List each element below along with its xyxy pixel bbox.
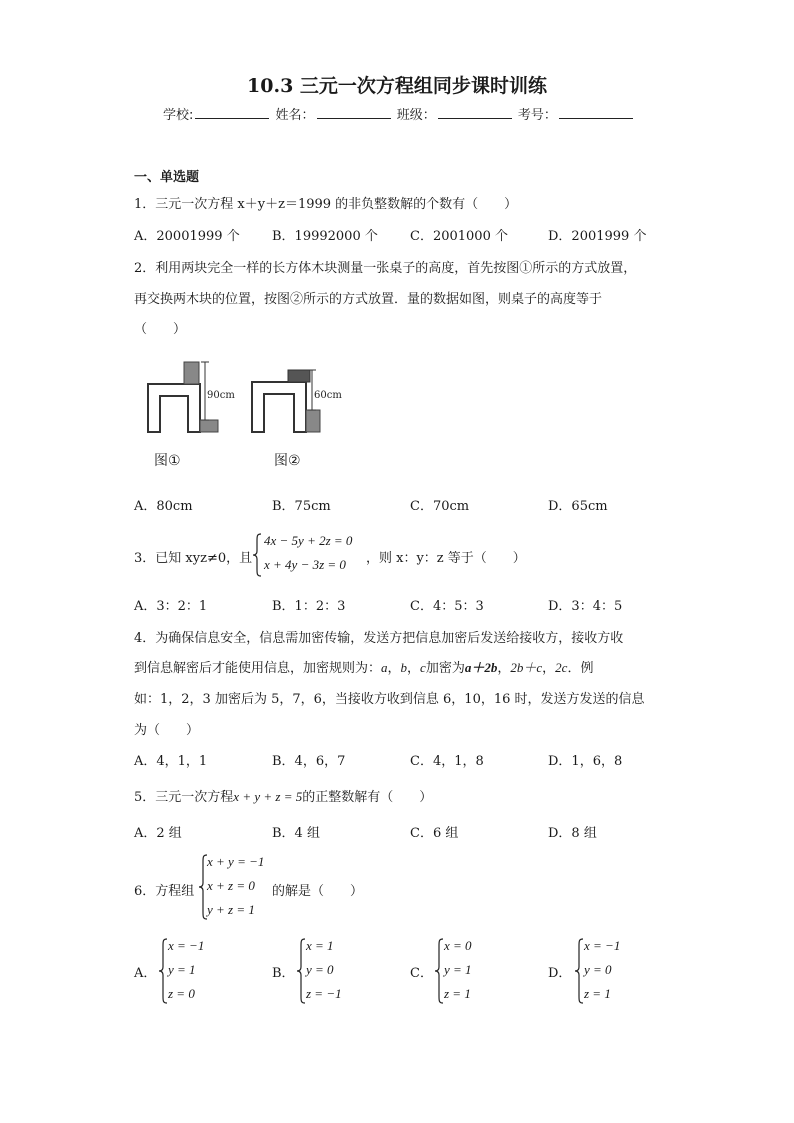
q6-option-b-label[interactable]: B．	[272, 966, 295, 981]
q6-option-d-label[interactable]: D．	[548, 966, 572, 981]
q4-var-b: b	[400, 660, 408, 675]
name-label: 姓名：	[275, 108, 315, 123]
question-number: 3．	[134, 551, 156, 566]
q3-equation-system	[252, 531, 370, 579]
question-text-before: 方程组	[155, 884, 195, 899]
left-brace-icon	[296, 938, 306, 1004]
school-label: 学校:	[163, 108, 194, 123]
left-brace-icon	[574, 938, 584, 1004]
question-text-line1: 为确保信息安全，信息需加密传输，发送方把信息加密后发送给接收方，接收方收	[155, 631, 624, 646]
q2-option-c[interactable]: C．70cm	[410, 499, 470, 514]
student-info-line	[163, 104, 635, 123]
q2-option-d[interactable]: D．65cm	[548, 499, 608, 514]
question-1	[134, 193, 517, 212]
q6-option-a-label[interactable]: A．	[134, 966, 157, 981]
question-2-line3: （ ）	[134, 322, 187, 337]
q1-option-d[interactable]: D．2001999 个	[548, 229, 647, 244]
exam-number-blank[interactable]	[559, 106, 633, 119]
figure-2-measure-label: 60cm	[314, 390, 342, 401]
question-4-line4: 为（ ）	[134, 723, 200, 738]
figure-2-table	[252, 382, 306, 432]
q6-b-y: y = 0	[306, 962, 334, 977]
q3-option-b[interactable]: B．1：2：3	[272, 599, 346, 614]
q6-c-x: x = 0	[444, 938, 472, 953]
q4-sep-2: ，	[407, 661, 421, 676]
q3-option-c[interactable]: C．4：5：3	[410, 599, 484, 614]
left-brace-icon	[434, 938, 444, 1004]
q4-enc-2: 2b＋c	[510, 660, 543, 675]
page-title: 10.3 三元一次方程组同步课时训练	[247, 75, 547, 97]
q5-equation: x + y + z = 5	[233, 789, 303, 804]
q1-option-c[interactable]: C．2001000 个	[410, 229, 508, 244]
q4-var-a: a	[381, 660, 388, 675]
question-number: 1．	[134, 197, 156, 212]
class-blank[interactable]	[438, 106, 512, 119]
q4-option-b[interactable]: B．4，6，7	[272, 754, 346, 769]
q4-sep-1: ，	[387, 661, 401, 676]
figure-2-caption: 图②	[274, 453, 301, 469]
q4-option-a[interactable]: A．4，1，1	[134, 754, 208, 769]
left-brace-icon	[158, 938, 168, 1004]
exam-number-label: 考号：	[517, 108, 557, 123]
q6-b-z: z = −1	[306, 986, 342, 1001]
q6-a-x: x = −1	[168, 938, 205, 953]
figure-1-block-top	[184, 362, 199, 384]
table-measure-figure	[140, 358, 370, 478]
q6-option-c-label[interactable]: C．	[410, 966, 433, 981]
q3-option-d[interactable]: D．3：4：5	[548, 599, 623, 614]
q6-option-d[interactable]	[574, 936, 644, 1006]
question-number: 6．	[134, 884, 156, 899]
figure-1-measure-label: 90cm	[207, 390, 235, 401]
class-label: 班级：	[396, 108, 436, 123]
left-brace-icon	[252, 533, 262, 577]
q3-option-a[interactable]: A．3：2：1	[134, 599, 208, 614]
q4-option-c[interactable]: C．4，1，8	[410, 754, 484, 769]
question-2-line2: 再交换两木块的位置，按图②所示的方式放置．量的数据如图，则桌子的高度等于	[134, 292, 603, 307]
question-number: 4．	[134, 631, 156, 646]
q4-enc-1: a＋2b	[464, 660, 498, 675]
q6-option-a[interactable]	[158, 936, 228, 1006]
question-text: 三元一次方程 x＋y＋z＝1999 的非负整数解的个数有（ ）	[155, 197, 518, 212]
q6-a-z: z = 0	[168, 986, 195, 1001]
q2-option-b[interactable]: B．75cm	[272, 499, 331, 514]
q4-option-d[interactable]: D．1，6，8	[548, 754, 623, 769]
section-heading: 一、单选题	[134, 170, 200, 185]
question-4-line2: 到信息解密后才能使用信息，加密规则为：a，b，c加密为a＋2b，2b＋c，2c．例	[134, 660, 594, 676]
q5-option-d[interactable]: D．8 组	[548, 826, 597, 841]
q4-enc-3: 2c	[555, 660, 568, 675]
q2-option-a[interactable]: A．80cm	[134, 499, 193, 514]
figure-2-block-bottom	[306, 410, 320, 432]
q4-rule-prefix: 到信息解密后才能使用信息，加密规则为：	[134, 661, 382, 676]
q6-d-y: y = 0	[584, 962, 612, 977]
question-6	[134, 880, 194, 899]
q5-option-b[interactable]: B．4 组	[272, 826, 320, 841]
figure-2-block-top	[288, 370, 310, 382]
question-4	[134, 627, 623, 646]
q6-equation-1: x + y = −1	[207, 854, 265, 869]
question-3-text-after: ，则 x：y：z 等于（ ）	[366, 551, 526, 566]
school-blank[interactable]	[195, 106, 269, 119]
q6-d-x: x = −1	[584, 938, 621, 953]
question-number: 2．	[134, 261, 156, 276]
question-text-before: 三元一次方程	[155, 790, 234, 805]
figure-1-table	[148, 384, 200, 432]
q5-option-c[interactable]: C．6 组	[410, 826, 459, 841]
q4-enc-word: 加密为	[425, 661, 465, 676]
q6-option-b[interactable]	[296, 936, 366, 1006]
q6-c-z: z = 1	[444, 986, 471, 1001]
question-4-line3: 如：1，2，3 加密后为 5，7，6，当接收方收到信息 6，10，16 时，发送方发送的信息	[134, 692, 645, 707]
question-2	[134, 257, 636, 276]
q1-option-b[interactable]: B．19992000 个	[272, 229, 378, 244]
q6-equation-3: y + z = 1	[207, 902, 255, 917]
q6-a-y: y = 1	[168, 962, 196, 977]
q6-option-c[interactable]	[434, 936, 504, 1006]
q6-equation-2: x + z = 0	[207, 878, 255, 893]
question-text-after: 的正整数解有（ ）	[302, 790, 433, 805]
q3-equation-1: 4x − 5y + 2z = 0	[264, 533, 353, 548]
q3-equation-2: x + 4y − 3z = 0	[264, 557, 346, 572]
question-text-line1: 利用两块完全一样的长方体木块测量一张桌子的高度，首先按图①所示的方式放置，	[155, 261, 637, 276]
figure-1-caption: 图①	[154, 453, 181, 469]
q6-d-z: z = 1	[584, 986, 611, 1001]
question-5	[134, 786, 432, 805]
question-text-before: 已知 xyz≠0，且	[155, 551, 253, 566]
question-number: 5．	[134, 790, 156, 805]
q6-c-y: y = 1	[444, 962, 472, 977]
figure-1-block-bottom	[200, 420, 218, 432]
q5-option-a[interactable]: A．2 组	[134, 826, 182, 841]
q4-after-enc: ．例	[567, 661, 594, 676]
q6-b-x: x = 1	[306, 938, 334, 953]
question-3	[134, 547, 252, 566]
question-6-text-after: 的解是（ ）	[272, 884, 364, 899]
name-blank[interactable]	[317, 106, 391, 119]
q1-option-a[interactable]: A．20001999 个	[134, 229, 240, 244]
q4-var-c: c	[420, 660, 426, 675]
